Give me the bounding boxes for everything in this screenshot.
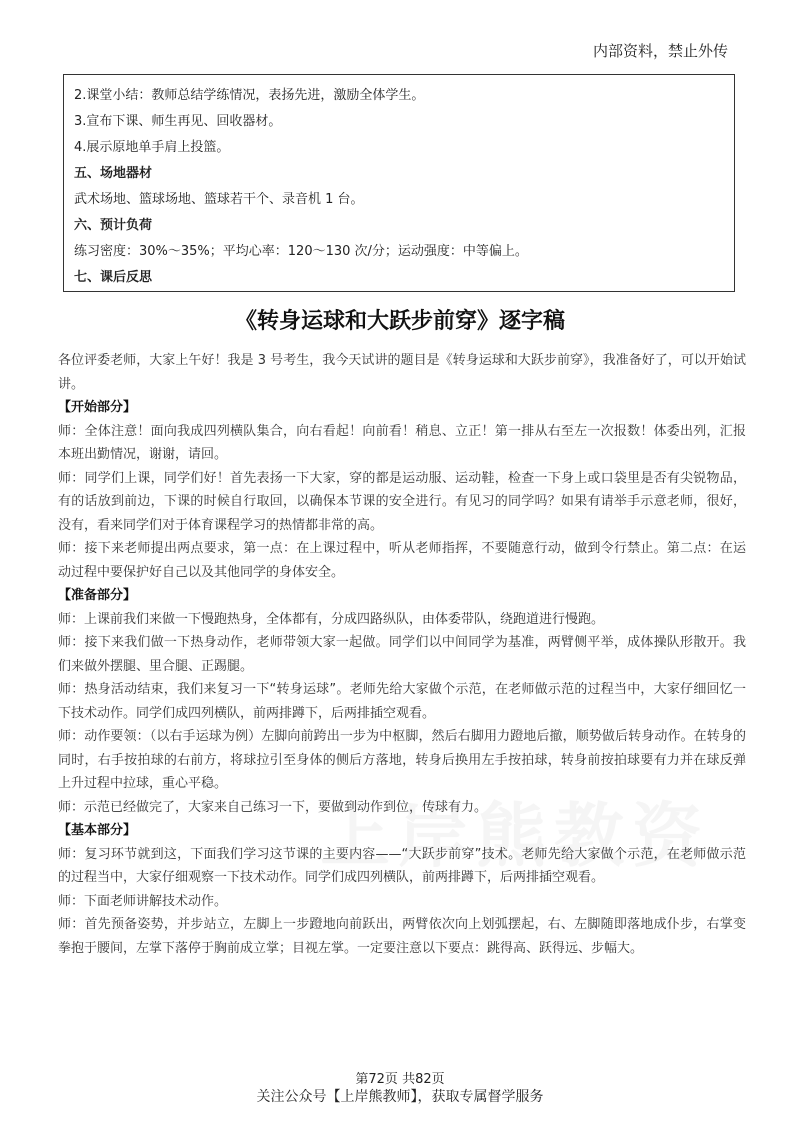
page-number: 第72页 共82页 — [355, 1072, 445, 1087]
paragraph: 师：上课前我们来做一下慢跑热身，全体都有，分成四路纵队，由体委带队，绕跑道进行慢跑。 — [58, 611, 605, 627]
paragraph: 各位评委老师，大家上午好！我是 3 号考生，我今天试讲的题目是《转身运球和大跃步前穿》，我准备好了，可以开始试讲。 — [58, 353, 746, 392]
box-line: 4.展示原地单手肩上投篮。 — [74, 140, 230, 155]
paragraph: 师：接下来我们做一下热身动作，老师带领大家一起做。同学们以中间同学为基准，两臂侧平举，成体操队形散开。我们来做外摆腿、里合腿、正踢腿。 — [58, 635, 746, 674]
lesson-plan-tail-box — [63, 74, 735, 292]
part-heading-start: 【开始部分】 — [58, 400, 137, 415]
box-line: 3.宣布下课、师生再见、回收器材。 — [74, 114, 282, 129]
document-title: 《转身运球和大跃步前穿》逐字稿 — [234, 308, 565, 334]
box-line: 2.课堂小结：教师总结学练情况，表扬先进，激励全体学生。 — [74, 88, 425, 103]
box-line: 练习密度：30%～35%；平均心率：120～130 次/分；运动强度：中等偏上。 — [74, 244, 528, 259]
paragraph: 师：示范已经做完了，大家来自己练习一下，要做到动作到位，传球有力。 — [58, 799, 488, 815]
paragraph: 师：首先预备姿势，并步站立，左脚上一步蹬地向前跃出，两臂依次向上划弧摆起，右、左脚随即落地成仆步，右掌变拳抱于腰间，左掌下落停于胸前成立掌；目视左掌。一定要注意以下要点：跳得高、跃得远、步幅大。 — [58, 917, 746, 956]
box-line: 武术场地、篮球场地、篮球若干个、录音机 1 台。 — [74, 192, 364, 207]
section-heading-load: 六、预计负荷 — [74, 218, 153, 233]
transcript-body — [58, 349, 746, 960]
paragraph: 师：全体注意！面向我成四列横队集合，向右看起！向前看！稍息、立正！第一排从右至左一次报数！体委出列，汇报本班出勤情况，谢谢，请回。 — [58, 423, 746, 462]
paragraph: 师：动作要领：（以右手运球为例）左脚向前跨出一步为中枢脚，然后右脚用力蹬地后撤，顺势做后转身动作。在转身的同时，右手按拍球的右前方，将球拉引至身体的侧后方落地，转身后换用左手按拍球，转身前按拍球要有力并在球反弹上升过程中拉球，重心平稳。 — [58, 729, 746, 791]
part-heading-basic: 【基本部分】 — [58, 823, 137, 838]
paragraph: 师：接下来老师提出两点要求，第一点：在上课过程中，听从老师指挥，不要随意行动，做到令行禁止。第二点：在运动过程中要保护好自己以及其他同学的身体安全。 — [58, 541, 746, 580]
paragraph: 师：下面老师讲解技术动作。 — [58, 893, 228, 909]
paragraph: 师：热身活动结束，我们来复习一下“转身运球”。老师先给大家做个示范，在老师做示范的过程当中，大家仔细回忆一下技术动作。同学们成四列横队，前两排蹲下，后两排插空观看。 — [58, 682, 746, 721]
section-heading-reflection: 七、课后反思 — [74, 270, 153, 285]
paragraph: 师：同学们上课，同学们好！首先表扬一下大家，穿的都是运动服、运动鞋，检查一下身上或口袋里是否有尖锐物品，有的话放到前边，下课的时候自行取回，以确保本节课的安全进行。有见习的同学吗？如果有请举手示意老师，很好，没有，看来同学们对于体育课程学习的热情都非常的高。 — [58, 470, 746, 533]
footer-promo: 关注公众号【上岸熊教师】，获取专属督学服务 — [256, 1089, 544, 1105]
part-heading-prep: 【准备部分】 — [58, 588, 137, 603]
section-heading-venue: 五、场地器材 — [74, 166, 153, 181]
confidential-note: 内部资料，禁止外传 — [592, 42, 728, 60]
paragraph: 师：复习环节就到这，下面我们学习这节课的主要内容——“大跃步前穿”技术。老师先给大家做个示范，在老师做示范的过程当中，大家仔细观察一下技术动作。同学们成四列横队，前两排蹲下，后两排插空观看。 — [58, 846, 746, 885]
